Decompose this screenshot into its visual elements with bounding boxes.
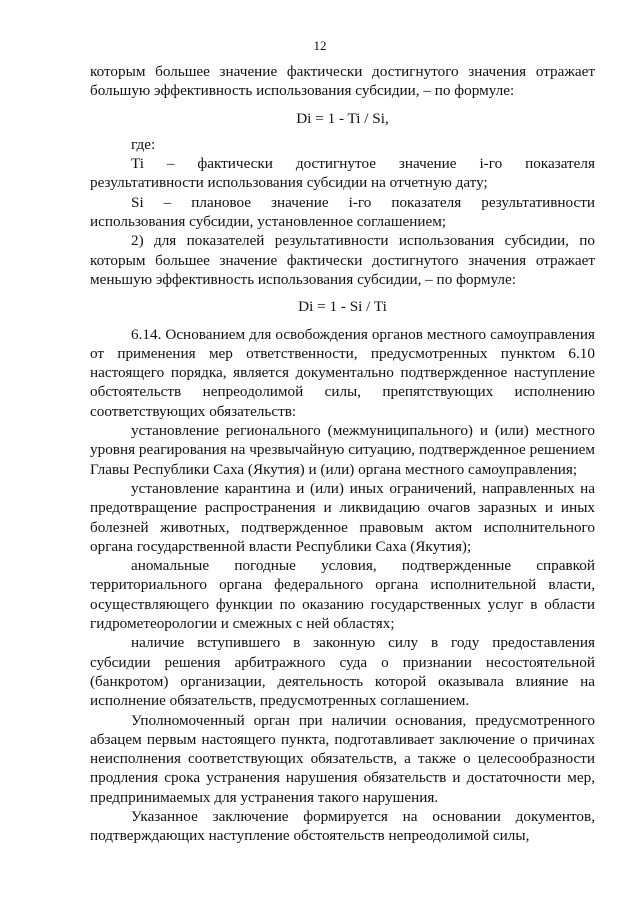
- paragraph-authorized-body: Уполномоченный орган при наличии основания, предусмотренного абзацем первым настоящего пункта, подготавливает заключение о причинах неисполнения соответствующих обязательств, а также о целесообразности продления срока устранения нарушения обязательств и достаточности мер, предпринимаемых для устранения такого нарушения.: [90, 711, 595, 806]
- paragraph-si-definition: Si – плановое значение i-го показателя результативности использования субсидии, установленное соглашением;: [90, 193, 595, 231]
- paragraph-quarantine: установление карантина и (или) иных ограничений, направленных на предотвращение распространения и ликвидацию очагов заразных и иных болезней животных, подтвержденное правовым актом исполнительного органа государственной власти Республики Саха (Якутия);: [90, 479, 595, 555]
- paragraph-6-14: 6.14. Основанием для освобождения органов местного самоуправления от применения мер ответственности, предусмотренных пунктом 6.10 настоящего порядка, является документально подтвержденное наступление обстоятельств непреодолимой силы, препятствующих исполнению соответствующих обязательств:: [90, 325, 595, 420]
- paragraph-intro-continuation: которым большее значение фактически достигнутого значения отражает большую эффективность использования субсидии, – по формуле:: [90, 63, 595, 100]
- formula-1: Di = 1 - Ti / Si,: [296, 109, 389, 127]
- paragraph-where: где:: [131, 135, 156, 153]
- document-body: [90, 62, 595, 846]
- formula-2: Di = 1 - Si / Ti: [298, 298, 387, 316]
- paragraph-ti-definition: Ti – фактически достигнутое значение i-го показателя результативности использования субсидии на отчетную дату;: [90, 155, 595, 192]
- paragraph-item-2: 2) для показателей результативности использования субсидии, по которым большее значение фактически достигнутого значения отражает меньшую эффективность использования субсидии, – по формуле:: [90, 232, 595, 288]
- paragraph-weather: аномальные погодные условия, подтвержденные справкой территориального органа федерального органа исполнительной власти, осуществляющего функции по оказанию государственных услуг в области гидрометеорологии и смежных с ней областях;: [90, 557, 595, 633]
- paragraph-emergency: установление регионального (межмуниципального) и (или) местного уровня реагирования на чрезвычайную ситуацию, подтвержденное решением Главы Республики Саха (Якутия) и (или) органа местного самоуправления;: [90, 422, 595, 478]
- paragraph-conclusion: Указанное заключение формируется на основании документов, подтверждающих наступление обстоятельств непреодолимой силы,: [90, 807, 595, 845]
- paragraph-bankruptcy: наличие вступившего в законную силу в году предоставления субсидии решения арбитражного суда о признании несостоятельной (банкротом) организации, деятельность которой оказывала влияние на исполнение обязательств, предусмотренных соглашением.: [90, 634, 595, 710]
- page-number: 12: [313, 38, 327, 53]
